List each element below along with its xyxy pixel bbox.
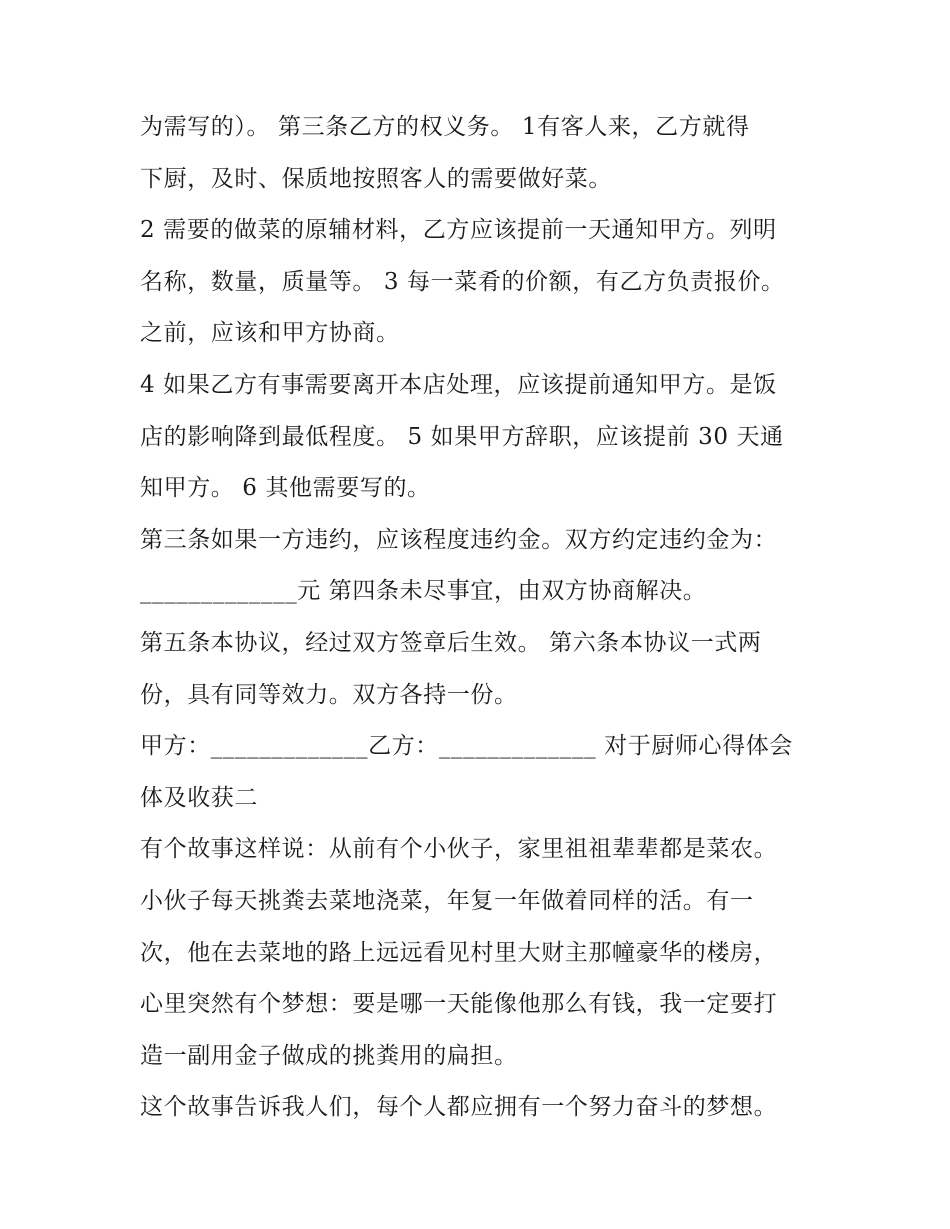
document-body	[140, 102, 820, 1134]
text-line: 这个故事告诉我人们，每个人都应拥有一个努力奋斗的梦想。	[140, 1094, 778, 1121]
text-line: 有个故事这样说：从前有个小伙子，家里祖祖辈辈都是菜农。	[140, 836, 778, 863]
text-line: _____________元 第四条未尽事宜，由双方协商解决。	[140, 578, 707, 605]
text-line: 之前，应该和甲方协商。	[140, 320, 400, 347]
text-line: 造一副用金子做成的挑粪用的扁担。	[140, 1042, 518, 1069]
text-line: 第五条本协议，经过双方签章后生效。 第六条本协议一式两	[140, 629, 762, 656]
text-line: 知甲方。 6 其他需要写的。	[140, 475, 431, 502]
text-line: 小伙子每天挑粪去菜地浇菜，年复一年做着同样的活。有一	[140, 887, 754, 914]
text-line: 2 需要的做菜的原辅材料，乙方应该提前一天通知甲方。列明	[140, 217, 777, 244]
text-line: 心里突然有个梦想：要是哪一天能像他那么有钱，我一定要打	[140, 991, 778, 1018]
text-line: 店的影响降到最低程度。 5 如果甲方辞职，应该提前 30 天通	[140, 423, 784, 450]
text-line: 为需写的）。 第三条乙方的权义务。 1有客人来，乙方就得	[140, 114, 750, 140]
text-line: 第三条如果一方违约，应该程度违约金。双方约定违约金为：	[140, 526, 778, 553]
text-line: 下厨，及时、保质地按照客人的需要做好菜。	[140, 165, 612, 192]
text-line: 4 如果乙方有事需要离开本店处理，应该提前通知甲方。是饭	[140, 371, 777, 398]
text-line: 甲方：_____________乙方：_____________ 对于厨师心得体会	[140, 733, 793, 760]
text-line: 份，具有同等效力。双方各持一份。	[140, 681, 518, 708]
text-line: 名称，数量，质量等。 3 每一菜肴的价额，有乙方负责报价。	[140, 268, 785, 295]
text-line: 次，他在去菜地的路上远远看见村里大财主那幢豪华的楼房，	[140, 939, 778, 966]
text-line: 体及收获二	[140, 784, 258, 811]
